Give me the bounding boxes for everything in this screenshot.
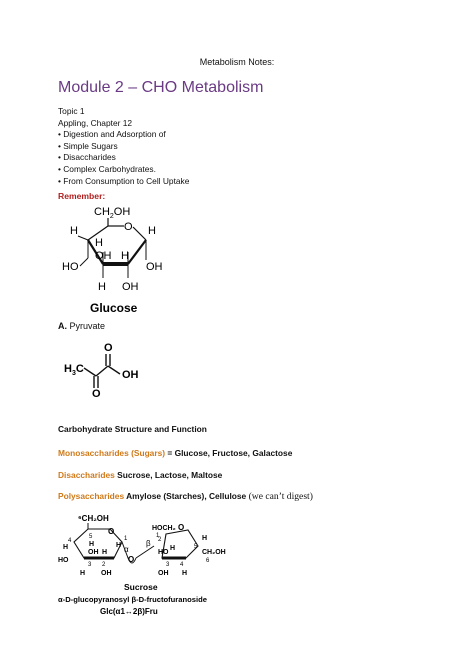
glucose-oh: OH	[122, 281, 139, 293]
pyruvate-structure	[58, 336, 158, 398]
topic-line: Topic 1	[58, 106, 85, 116]
sucrose-ring-oxygen: O	[178, 523, 185, 532]
carbon-number: 1	[156, 533, 160, 539]
sucrose-h: H	[80, 570, 86, 577]
structure-heading: Carbohydrate Structure and Function	[58, 424, 207, 434]
pyruvate-h3c: $H_3C$	[64, 363, 84, 377]
sucrose-ho: HO	[58, 557, 69, 564]
bond-line	[133, 227, 146, 240]
carbon-number: 5	[194, 544, 198, 550]
sucrose-h: H	[182, 570, 188, 577]
topic-line: • Complex Carbohydrates.	[58, 163, 156, 174]
polysaccharides-text: Amylose (Starches), Cellulose	[124, 491, 247, 501]
sucrose-oh: OH	[88, 549, 99, 556]
glucose-oh: OH	[95, 250, 112, 262]
glucose-h: H	[148, 225, 156, 237]
sucrose-ch2oh-right: CH₂OH	[202, 549, 226, 556]
pyruvate-letter: A.	[58, 321, 67, 331]
glucose-h: H	[121, 250, 129, 262]
sucrose-h: H	[202, 535, 208, 542]
polysaccharides-line	[58, 491, 313, 502]
topic-list	[58, 106, 189, 187]
glucose-h: H	[95, 237, 103, 249]
topic-line: • From Consumption to Cell Uptake	[58, 175, 190, 186]
sucrose-name: Sucrose	[124, 582, 158, 592]
bridge-oxygen: O	[128, 555, 135, 564]
topic-line: Appling, Chapter 12	[58, 117, 133, 128]
beta-symbol: β	[146, 539, 151, 548]
carbon-number: 3	[88, 562, 92, 568]
topic-line: • Simple Sugars	[58, 140, 118, 151]
bond-line	[136, 546, 154, 558]
bond-line	[80, 258, 88, 266]
topic-line: • Disaccharides	[58, 152, 116, 163]
sucrose-hoch2: HOCH₂	[152, 525, 176, 532]
page-header: Metabolism Notes:	[199, 57, 275, 67]
glucose-h: H	[98, 281, 106, 293]
glucose-ring-oxygen: O	[124, 221, 133, 233]
pyruvate-oxygen: O	[104, 342, 113, 354]
carbon-number: 5	[89, 534, 93, 540]
carbon-number: 3	[166, 562, 170, 568]
carbon-number: 4	[68, 538, 72, 544]
monosaccharides-label: Monosaccharides (Sugars)	[58, 448, 166, 458]
disaccharides-label: Disaccharides	[58, 470, 115, 480]
pyruvate-text: Pyruvate	[69, 321, 106, 331]
sucrose-ring-oxygen: O	[108, 527, 115, 536]
bond-line	[96, 366, 108, 376]
sucrose-h: H	[170, 545, 176, 552]
sucrose-ho: HO	[158, 549, 169, 556]
sucrose-ch2oh-left: ⁶CH₂OH	[78, 514, 109, 523]
bond-line	[84, 368, 96, 376]
sucrose-h: H	[102, 549, 108, 556]
alpha-symbol: α	[124, 545, 129, 554]
sucrose-h: H	[116, 542, 122, 549]
topic-line: • Digestion and Adsorption of	[58, 129, 166, 140]
glucose-name: Glucose	[90, 301, 138, 315]
bond-line	[128, 240, 146, 264]
sucrose-oh: OH	[101, 570, 112, 577]
glucose-ho: HO	[62, 261, 79, 273]
glucose-ch2oh: $CH_2OH$	[94, 206, 131, 220]
carbon-number: 2	[102, 562, 106, 568]
glucose-structure	[58, 200, 198, 316]
carbon-number: 2	[158, 537, 162, 543]
monosaccharides-line	[58, 448, 292, 458]
pyruvate-oh: OH	[122, 369, 139, 381]
pyruvate-label	[58, 321, 105, 331]
sucrose-h: H	[63, 544, 69, 551]
pyruvate-oxygen: O	[92, 388, 101, 398]
polysaccharides-note: (we can’t digest)	[246, 491, 313, 502]
page-title: Module 2 – CHO Metabolism	[58, 79, 264, 96]
glucose-oh: OH	[146, 261, 163, 273]
sucrose-structure	[58, 510, 278, 620]
sucrose-abbreviation: Glc(α1↔2β)Fru	[100, 607, 158, 616]
carbon-number: 4	[180, 562, 184, 568]
sucrose-systematic-name: α-D-glucopyranosyl β-D-fructofuranoside	[58, 595, 207, 604]
bond-line	[108, 366, 120, 374]
disaccharides-text: Sucrose, Lactose, Maltose	[114, 470, 223, 480]
polysaccharides-label: Polysaccharides	[58, 491, 125, 501]
sucrose-h: H	[89, 541, 95, 548]
sucrose-oh: OH	[158, 570, 169, 577]
disaccharides-line	[58, 470, 222, 480]
glucose-h: H	[70, 225, 78, 237]
monosaccharides-text: = Glucose, Fructose, Galactose	[165, 448, 293, 458]
remember-label: Remember:	[58, 191, 106, 201]
bond-line	[78, 236, 88, 240]
carbon-number: 1	[124, 536, 128, 542]
carbon-number: 6	[206, 558, 210, 564]
